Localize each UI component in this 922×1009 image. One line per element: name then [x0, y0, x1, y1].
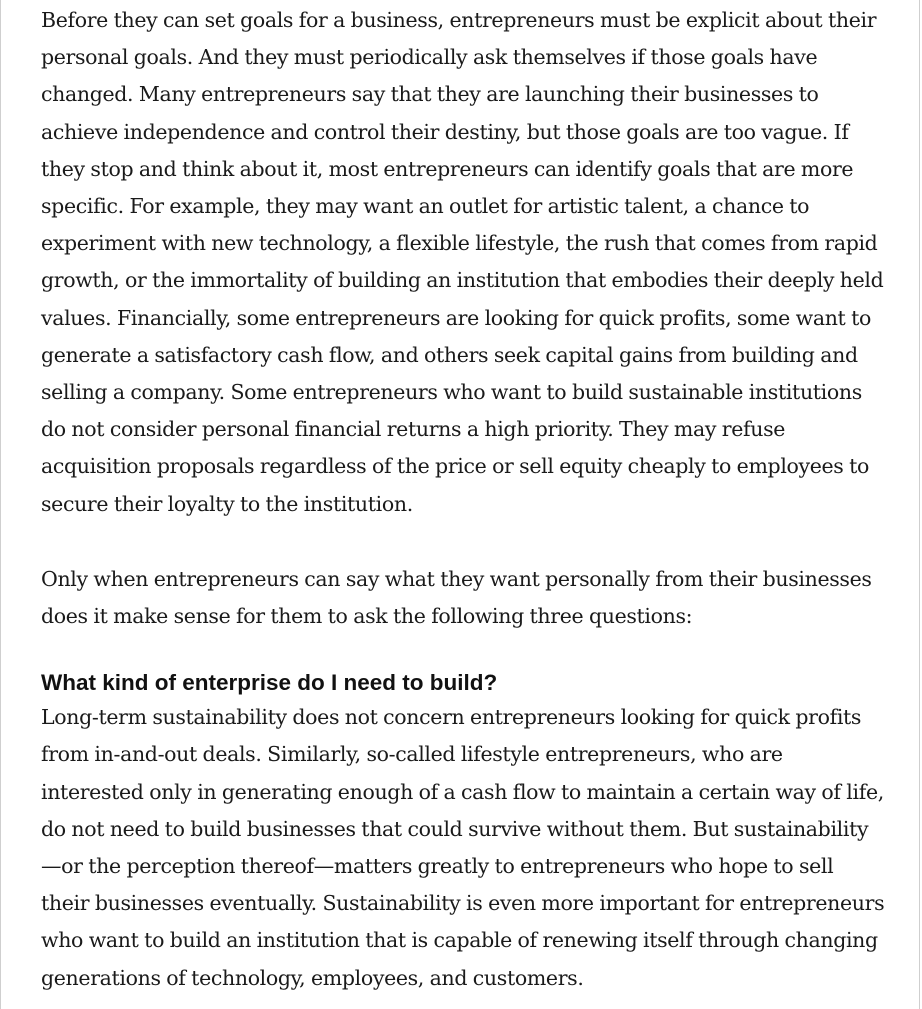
article-body — [41, 2, 886, 997]
section-body-paragraph: Long-term sustainability does not concern entrepreneurs looking for quick profits from in-and-out deals. Similarly, so-called lifestyle entrepreneurs, who are interested only in generating enough of a cash flow to maintain a certain way of life, do not need to build businesses that could survive without them. But sustainability—or the perception thereof—matters greatly to entrepreneurs who hope to sell their businesses eventually. Sustainability is even more important for entrepreneurs who want to build an institution that is capable of renewing itself through changing generations of technology, employees, and customers. — [41, 705, 885, 990]
paragraph-three-questions: Only when entrepreneurs can say what they want personally from their businesses does it make sense for them to ask the following three questions: — [41, 566, 872, 629]
paragraph-personal-goals: Before they can set goals for a business, entrepreneurs must be explicit about their personal goals. And they must periodically ask themselves if those goals have changed. Many entrepreneurs say that they are launching their businesses to achieve independence and control their destiny, but those goals are too vague. If they stop and think about it, most entrepreneurs can identify goals that are more specific. For example, they may want an outlet for artistic talent, a chance to experiment with new technology, a flexible lifestyle, the rush that comes from rapid growth, or the immortality of building an institution that embodies their deeply held values. Financially, some entrepreneurs are looking for quick profits, some want to generate a satisfactory cash flow, and others seek capital gains from building and selling a company. Some entrepreneurs who want to build sustainable institutions do not consider personal financial returns a high priority. They may refuse acquisition proposals regardless of the price or sell equity cheaply to employees to secure their loyalty to the institution. — [41, 8, 884, 516]
section-heading: What kind of enterprise do I need to build? — [41, 670, 498, 696]
